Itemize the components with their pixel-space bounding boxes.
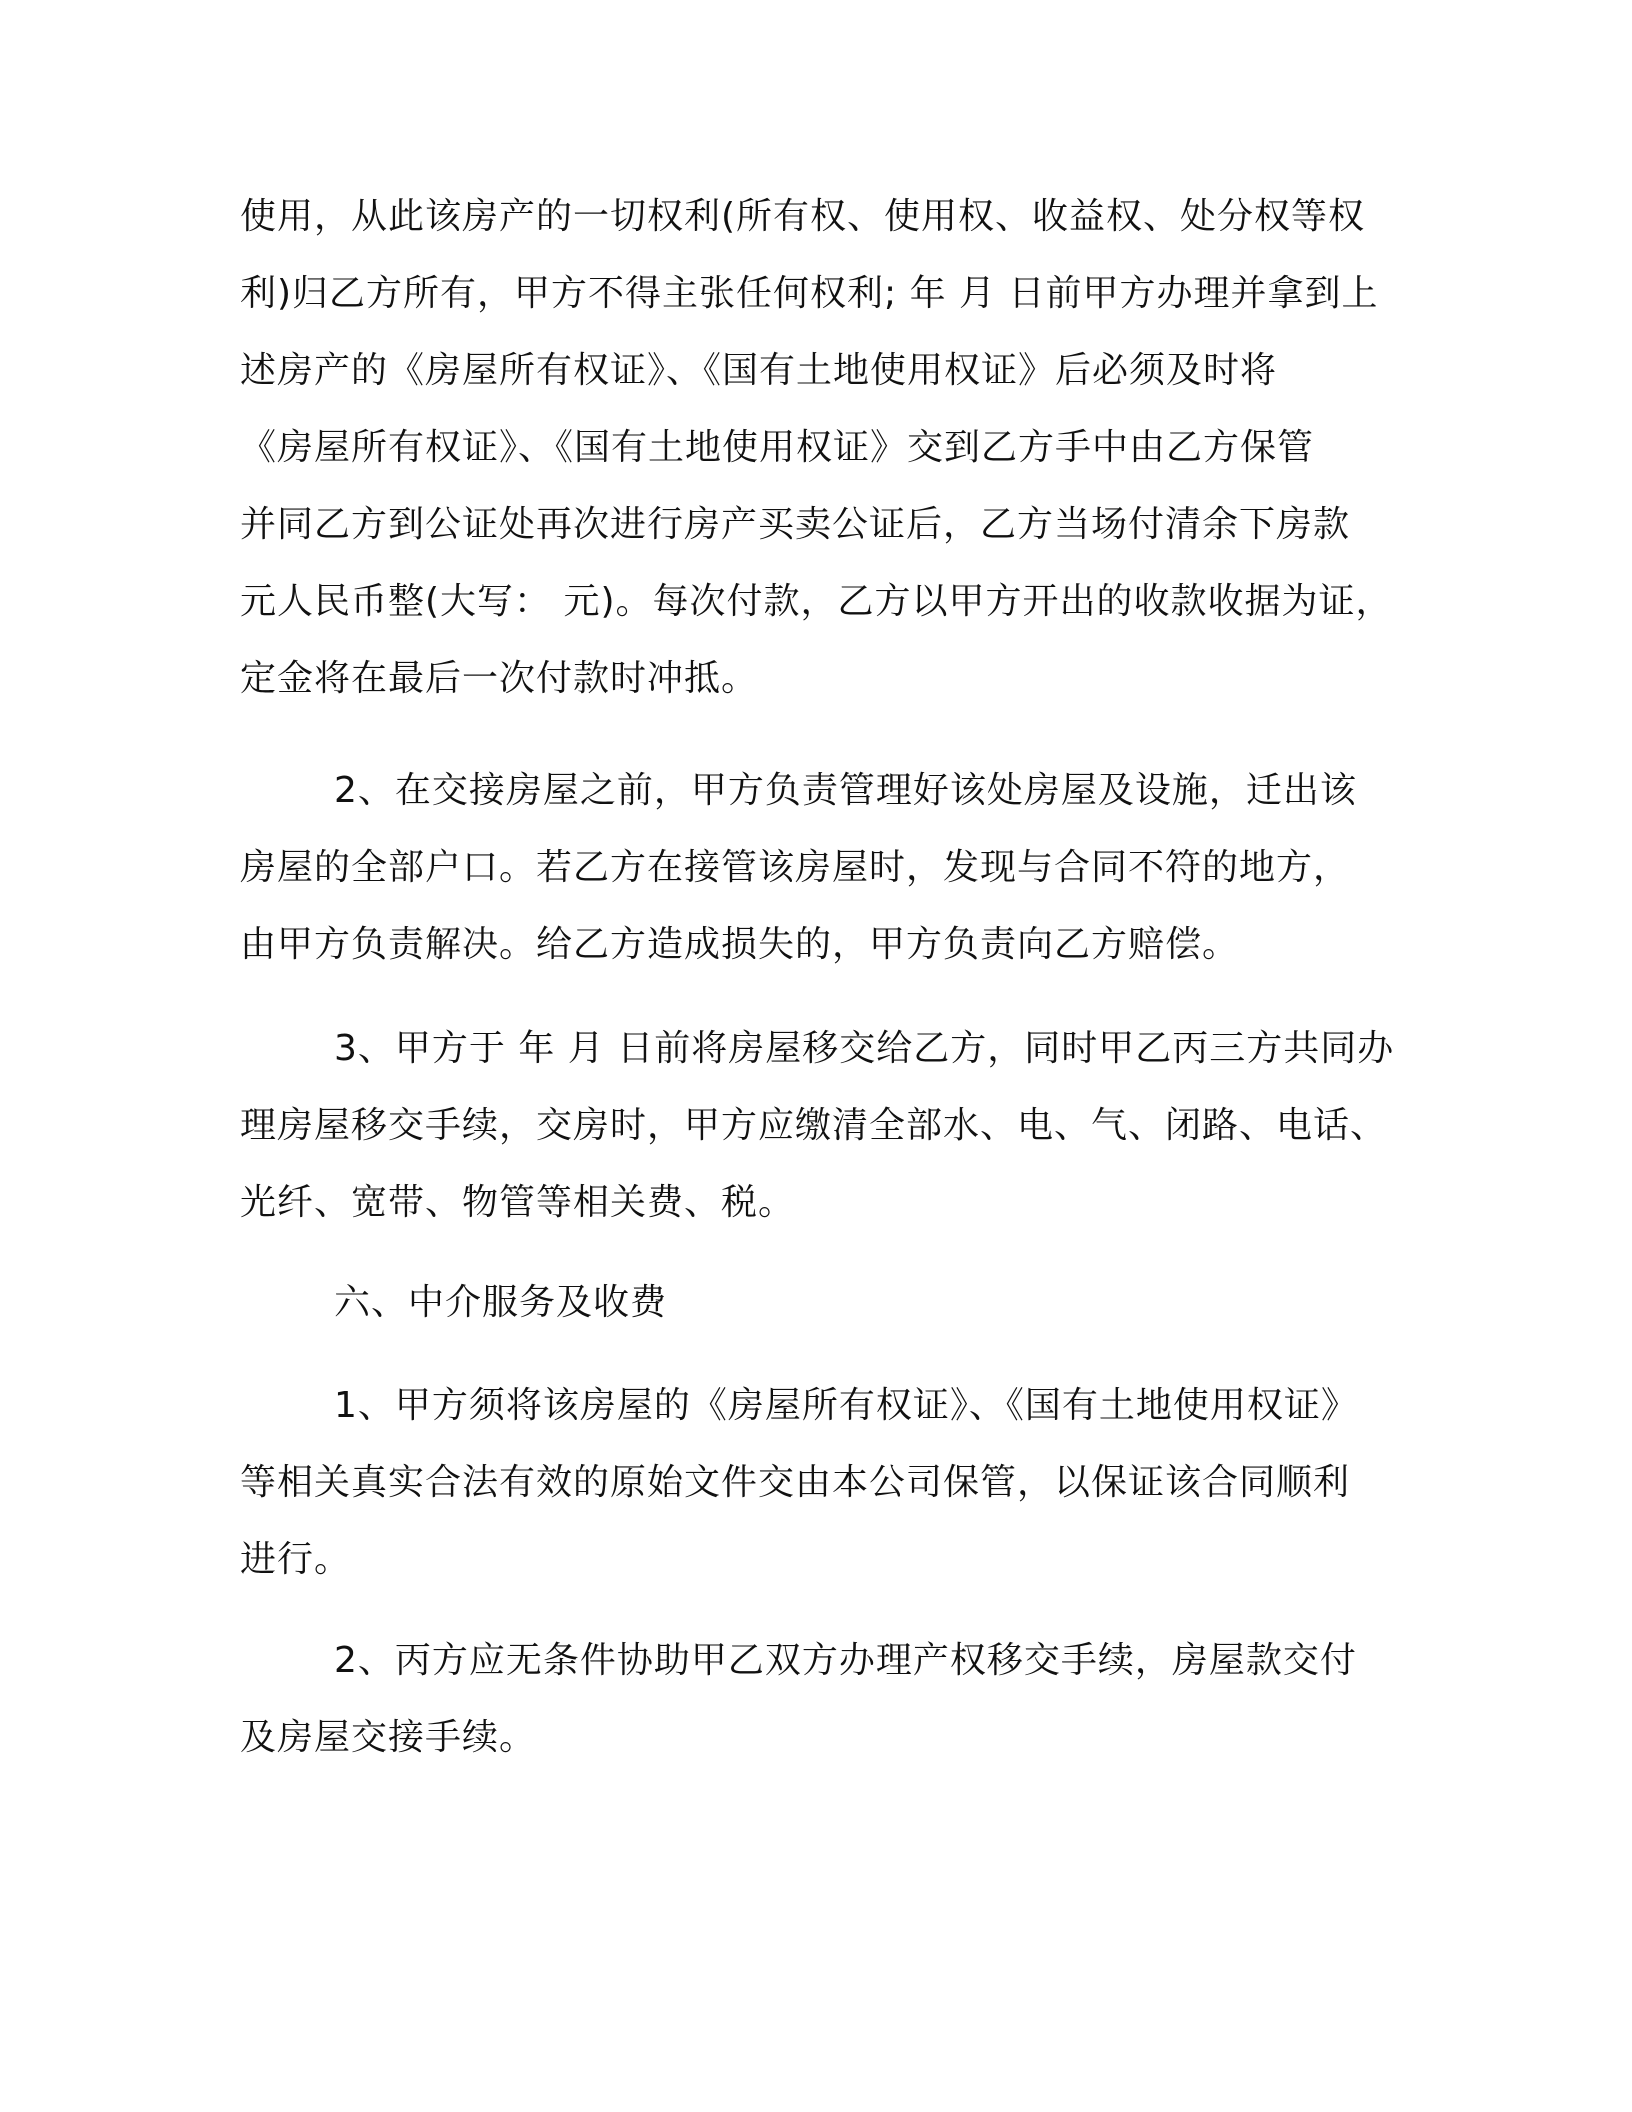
paragraph-service-2 [240, 1622, 1400, 1776]
paragraph-service-1 [240, 1367, 1400, 1598]
text-line: 使用，从此该房产的一切权利(所有权、使用权、收益权、处分权等权 [240, 196, 1366, 237]
text-line: 理房屋移交手续，交房时，甲方应缴清全部水、电、气、闭路、电话、 [240, 1105, 1388, 1146]
text-line: 并同乙方到公证处再次进行房产买卖公证后，乙方当场付清余下房款 [240, 504, 1351, 545]
text-line: 2、在交接房屋之前，甲方负责管理好该处房屋及设施，迁出该 [334, 770, 1357, 811]
text-line: 述房产的《房屋所有权证》、《国有土地使用权证》后必须及时将 [240, 350, 1278, 391]
text-line: 1、甲方须将该房屋的《房屋所有权证》、《国有土地使用权证》 [334, 1385, 1358, 1426]
paragraph-clause-2 [240, 752, 1400, 983]
section-heading [240, 1264, 1400, 1341]
text-line: 由甲方负责解决。给乙方造成损失的，甲方负责向乙方赔偿。 [240, 924, 1240, 965]
text-line: 3、甲方于 年 月 日前将房屋移交给乙方，同时甲乙丙三方共同办 [334, 1028, 1395, 1069]
text-line: 房屋的全部户口。若乙方在接管该房屋时，发现与合同不符的地方， [240, 847, 1351, 888]
text-line: 等相关真实合法有效的原始文件交由本公司保管，以保证该合同顺利 [240, 1462, 1351, 1503]
paragraph-payment-terms [240, 178, 1400, 717]
text-line: 光纤、宽带、物管等相关费、税。 [240, 1182, 796, 1223]
text-line: 利)归乙方所有，甲方不得主张任何权利; 年 月 日前甲方办理并拿到上 [240, 273, 1379, 314]
text-line: 元人民币整(大写： 元)。每次付款，乙方以甲方开出的收款收据为证， [240, 581, 1393, 622]
paragraph-clause-3 [240, 1010, 1400, 1241]
section-title: 六、中介服务及收费 [334, 1282, 668, 1323]
text-line: 进行。 [240, 1539, 352, 1580]
text-line: 《房屋所有权证》、《国有土地使用权证》交到乙方手中由乙方保管 [240, 427, 1315, 468]
text-line: 及房屋交接手续。 [240, 1717, 537, 1758]
text-line: 2、丙方应无条件协助甲乙双方办理产权移交手续，房屋款交付 [334, 1640, 1357, 1681]
text-line: 定金将在最后一次付款时冲抵。 [240, 658, 759, 699]
